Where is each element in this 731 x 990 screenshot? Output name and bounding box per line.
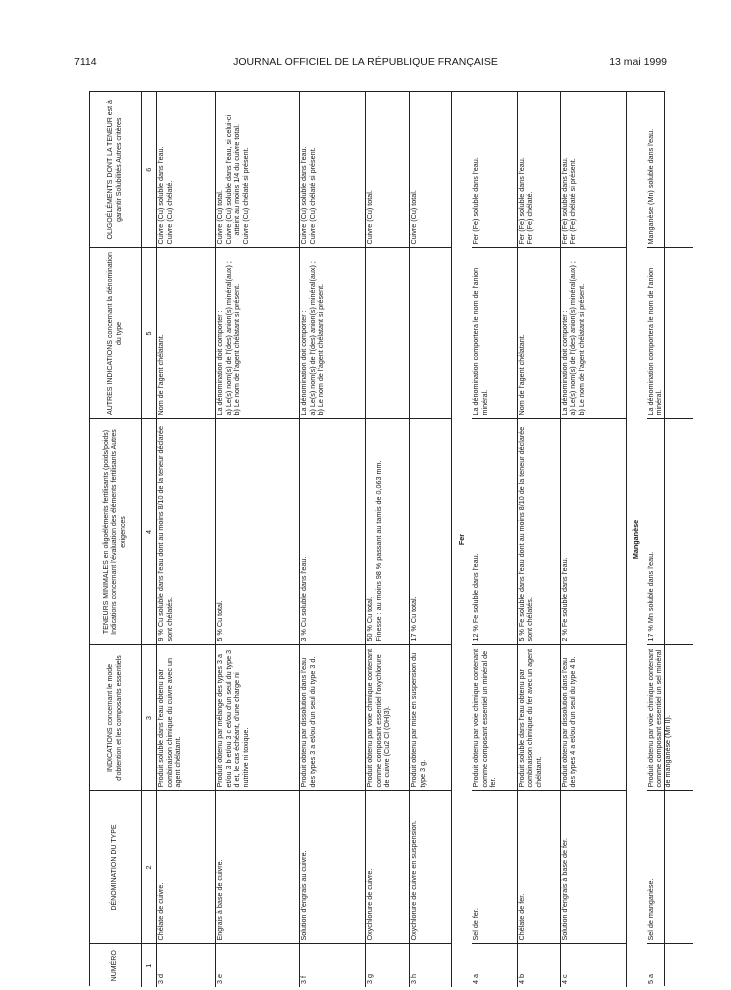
row-number: 3 h	[410, 944, 452, 987]
section-row	[452, 92, 473, 987]
type-name: Engrais à base de cuivre.	[216, 791, 300, 944]
oligo-line: Fer (Fe) soluble dans l'eau.	[516, 157, 526, 245]
indications: Produit obtenu par dissolution dans l'eau des types 4 a et/ou d'un seul du type 4 b.	[560, 645, 626, 791]
autres	[366, 248, 410, 419]
oligo	[517, 92, 560, 248]
col-header-indications: INDICATIONS concernant le mode d'obtention et les composants essentiels	[90, 645, 142, 791]
autres	[300, 248, 366, 419]
autres: Nom de l'agent chélatant.	[517, 248, 560, 419]
type-name: Oxychlorure de cuivre.	[366, 791, 410, 944]
row-number: 4 a	[472, 944, 517, 987]
teneur-line: Finesse : au moins 98 % passant au tamis de 0,063 mm.	[373, 460, 383, 642]
oligo-line: Cuivre (Cu) total.	[215, 190, 224, 245]
oligo-line: Fer (Fe) chélaté.	[525, 191, 535, 245]
autres-item-a: a) Le(s) nom(s) de l'(des) anion(s) minéral(aux) ;	[307, 261, 317, 416]
table-row	[300, 92, 366, 987]
oligo-line: Manganèse (Mn) soluble dans l'eau.	[645, 128, 655, 245]
page-number: 7114	[74, 56, 97, 68]
oligo-line: Cuivre (Cu) soluble dans l'eau, si celui-ci atteint au moins 1/4 du cuivre total.	[223, 114, 242, 245]
oligo	[157, 92, 216, 248]
oligo	[300, 92, 366, 248]
row-number: 5 a	[647, 944, 693, 987]
indications: Produit obtenu par dissolution dans l'eau des types 3 a et/ou d'un seul du type 3 d.	[300, 645, 366, 791]
row-number: 4 c	[560, 944, 626, 987]
col-header-numero: NUMÉRO	[90, 944, 142, 987]
section-heading-fer: Fer	[452, 92, 473, 987]
oligo-line: Cuivre (Cu) chélaté.	[164, 180, 174, 245]
journal-title: JOURNAL OFFICIEL DE LA RÉPUBLIQUE FRANÇAISE	[233, 56, 498, 68]
teneur-line: 50 % Cu total.	[365, 596, 374, 642]
indications: Produit obtenu par mélange des types 3 a et/ou 3 b et/ou 3 c et/ou d'un seul du type 3 d et, le cas échéant, d'une charge ni nutritive ni toxique.	[216, 645, 300, 791]
oligo-line: Cuivre (Cu) total.	[365, 190, 374, 245]
oligo	[366, 92, 410, 248]
autres-item-a: a) Le(s) nom(s) de l'(des) anion(s) minéral(aux) ;	[568, 261, 578, 416]
oligo-line: Fer (Fe) chélaté si présent.	[568, 158, 578, 245]
rotated-table	[90, 92, 672, 987]
teneurs: 9 % Cu soluble dans l'eau dont au moins 8/10 de la teneur déclarée sont chélatés.	[157, 419, 216, 645]
autres-intro: La dénomination doit comporter :	[559, 310, 569, 416]
col-index-6: 6	[142, 92, 157, 248]
table-row	[472, 92, 517, 987]
col-header-oligo: OLIGOÉLÉMENTS DONT LA TENEUR est à garantir Solubilités Autres critères	[107, 100, 123, 240]
row-number: 3 e	[216, 944, 300, 987]
autres: Nom de l'agent chélatant.	[157, 248, 216, 419]
indications: Produit obtenu par voie chimique contenant comme composant essentiel l'oxychlorure de cuivre (Cu2 Cl (OH)3).	[366, 645, 410, 791]
type-name: Oxychlorure de cuivre en suspension.	[410, 791, 452, 944]
type-name: Sel de manganèse.	[647, 791, 693, 944]
col-index-3: 3	[142, 645, 157, 791]
col-index-4: 4	[142, 419, 157, 645]
teneurs: 12 % Fe soluble dans l'eau.	[472, 419, 517, 645]
indications: Produit obtenu par mise en suspension du type 3 g.	[410, 645, 452, 791]
autres-item-b: b) Le nom de l'agent chélatant si présent.	[316, 283, 326, 416]
oligo-line: Cuivre (Cu) soluble dans l'eau.	[156, 146, 165, 245]
oligo	[472, 92, 517, 248]
teneurs: 17 % Mn soluble dans l'eau.	[647, 419, 693, 645]
type-name: Chélate de fer.	[517, 791, 560, 944]
section-heading-manganese: Manganèse	[626, 92, 647, 987]
table-row	[216, 92, 300, 987]
oligo	[560, 92, 626, 248]
indications: Produit obtenu par voie chimique contenant comme composant essentiel un minéral de fer.	[472, 645, 517, 791]
col-index-2: 2	[142, 791, 157, 944]
indications: Produit soluble dans l'eau obtenu par combinaison chimique du fer avec un agent chélatant.	[517, 645, 560, 791]
col-header-autres: AUTRES INDICATIONS concernant la dénomination du type	[90, 248, 142, 419]
table-row	[366, 92, 410, 987]
autres	[216, 248, 300, 419]
oligo-line: Cuivre (Cu) chélaté si présent.	[240, 147, 250, 245]
col-header-teneurs: TENEURS MINIMALES en oligoéléments fertilisants (poids/poids) Indications concernant l'évaluation des éléments fertilisants Autres exigences	[90, 419, 142, 645]
col-index-1: 1	[142, 944, 157, 987]
autres: La dénomination comportera le nom de l'anion minéral.	[647, 248, 693, 419]
autres	[560, 248, 626, 419]
oligo-line: Fer (Fe) soluble dans l'eau.	[471, 157, 480, 245]
fertilizer-table-frame	[89, 91, 672, 986]
teneurs: 5 % Cu total.	[216, 419, 300, 645]
teneurs: 17 % Cu total.	[410, 419, 452, 645]
col-header-denomination: DÉNOMINATION DU TYPE	[90, 791, 142, 944]
autres	[410, 248, 452, 419]
oligo	[647, 92, 693, 248]
type-name: Chélate de cuivre.	[157, 791, 216, 944]
table-row	[647, 92, 693, 987]
autres-item-a: a) Le(s) nom(s) de l'(des) anion(s) minéral(aux) ;	[223, 261, 233, 416]
fertilizer-types-table	[90, 92, 693, 987]
indications: Produit obtenu par voie chimique contenant comme composant essentiel un sel minéral de manganèse (Mn II).	[647, 645, 693, 791]
row-number: 4 b	[517, 944, 560, 987]
teneurs: 5 % Fe soluble dans l'eau dont au moins 8/10 de la teneur déclarée sont chélatés.	[517, 419, 560, 645]
row-number: 3 f	[300, 944, 366, 987]
table-row	[560, 92, 626, 987]
autres-item-b: b) Le nom de l'agent chélatant si présent.	[576, 283, 586, 416]
oligo	[216, 92, 300, 248]
oligo-line: Cuivre (Cu) soluble dans l'eau.	[299, 146, 308, 245]
col-index-5: 5	[142, 248, 157, 419]
type-name: Solution d'engrais à base de fer.	[560, 791, 626, 944]
teneurs: 2 % Fe soluble dans l'eau.	[560, 419, 626, 645]
oligo-line: Cuivre (Cu) total.	[409, 190, 418, 245]
autres: La dénomination comportera le nom de l'anion minéral.	[472, 248, 517, 419]
table-row	[410, 92, 452, 987]
type-name: Sel de fer.	[472, 791, 517, 944]
teneurs	[366, 419, 410, 645]
teneurs: 3 % Cu soluble dans l'eau.	[300, 419, 366, 645]
autres-item-b: b) Le nom de l'agent chélatant si présent.	[232, 283, 242, 416]
issue-date: 13 mai 1999	[609, 56, 667, 68]
type-name: Solution d'engrais au cuivre.	[300, 791, 366, 944]
oligo-line: Fer (Fe) soluble dans l'eau.	[559, 157, 569, 245]
table-row	[517, 92, 560, 987]
oligo-line: Cuivre (Cu) chélaté si présent.	[307, 147, 317, 245]
section-row	[626, 92, 647, 987]
indications: Produit soluble dans l'eau obtenu par combinaison chimique du cuivre avec un agent chélatant.	[157, 645, 216, 791]
autres-intro: La dénomination doit comporter :	[299, 310, 308, 416]
autres-intro: La dénomination doit comporter :	[215, 310, 224, 416]
oligo	[410, 92, 452, 248]
row-number: 3 d	[157, 944, 216, 987]
table-row	[157, 92, 216, 987]
row-number: 3 g	[366, 944, 410, 987]
